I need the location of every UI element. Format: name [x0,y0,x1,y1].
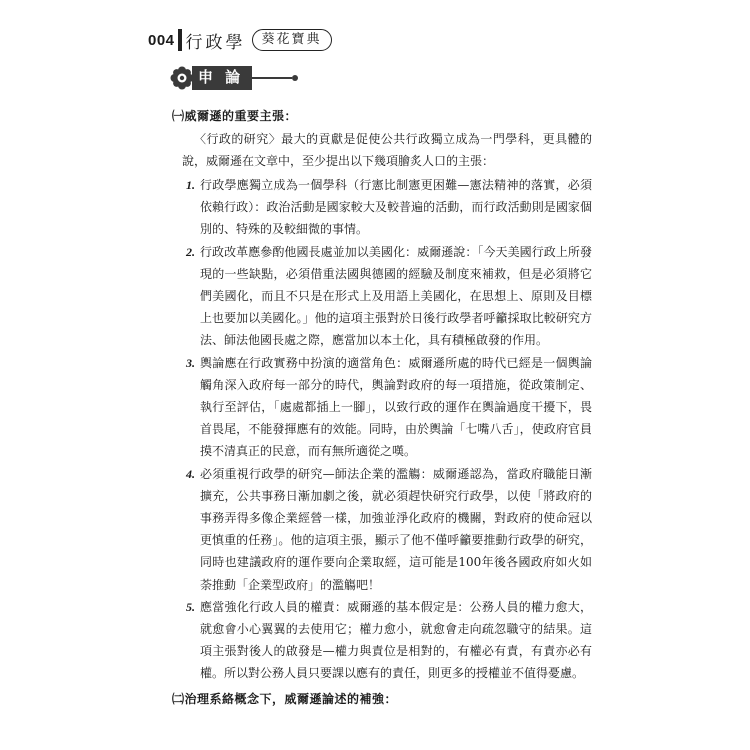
list-item [186,463,592,596]
book-title: 行政學 [185,32,246,53]
item-number: 2. [186,244,195,259]
subheading-1: ㈠威爾遜的重要主張： [172,109,298,123]
edition-badge: 葵花寶典 [252,29,332,51]
section-heading [170,66,298,90]
item-number: 5. [186,599,195,614]
main-text [172,102,592,711]
item-number: 1. [186,178,195,192]
item-text: 行政改革應參酌他國長處並加以美國化：威爾遜說：「今天美國行政上所發現的一些缺點，必須借重法國與德國的經驗及制度來補救，但是必須將它們美國化，而且不只是在形式上及用語上美國化，在思想上、原則及目標上也要加以美國化。」他的這項主張對於日後行政學者呼籲採取比較研究方法、師法他國長處之際，應當加以本土化，具有積極啟發的作用。 [200,244,592,348]
list-item [186,241,592,352]
page-number: 004 [148,31,175,49]
flower-icon [170,66,194,90]
item-text: 行政學應獨立成為一個學科（行憲比制憲更困難—憲法精神的落實，必須依賴行政）：政治活動是國家較大及較普遍的活動，而行政活動則是國家個別的、特殊的及較細微的事情。 [200,178,592,237]
list-item [186,596,592,685]
intro-paragraph: 〈行政的研究〉最大的貢獻是促使公共行政獨立成為一門學科，更具體的說，威爾遜在文章中，至少提出以下幾項膾炙人口的主張： [182,132,592,168]
list-item [186,352,592,463]
page-header [148,24,332,56]
item-number: 4. [186,466,195,481]
subheading-2: ㈡治理系絡概念下，威爾遜論述的補強： [172,691,398,706]
item-number: 3. [186,355,195,370]
item-text: 輿論應在行政實務中扮演的適當角色：威爾遜所處的時代已經是一個輿論觸角深入政府每一部分的時代，輿論對政府的每一項措施，從政策制定、執行至評估，「處處都插上一腳」，以致行政的運作在輿論過度干擾下，畏首畏尾，不能發揮應有的效能。同時，由於輿論「七嘴八舌」，使政府官員摸不清真正的民意，而有無所適從之嘆。 [200,355,592,459]
title-rule [252,77,292,79]
header-divider [178,29,182,51]
item-text: 應當強化行政人員的權責：威爾遜的基本假定是：公務人員的權力愈大，就愈會小心翼翼的去使用它；權力愈小，就愈會走向疏忽職守的結果。這項主張對後人的啟發是—權力與責位是相對的，有權必有責，有責亦必有權。所以對公務人員只要課以應有的責任，則更多的授權並不值得憂慮。 [200,599,592,681]
title-rule-end [292,75,298,81]
list-item [186,174,592,241]
item-text: 必須重視行政學的研究—師法企業的濫觴：威爾遜認為，當政府職能日漸擴充，公共事務日漸加劇之後，就必須趕快研究行政學，以使「將政府的事務弄得多像企業經營一樣，加強並淨化政府的機關，對政府的使命冠以更慎重的任務」。他的這項主張，顯示了他不僅呼籲要推動行政學的研究，同時也建議政府的運作要向企業取經，這可能是100年後各國政府如火如荼推動「企業型政府」的濫觴吧！ [200,466,592,592]
section-title: 申 論 [192,66,252,90]
